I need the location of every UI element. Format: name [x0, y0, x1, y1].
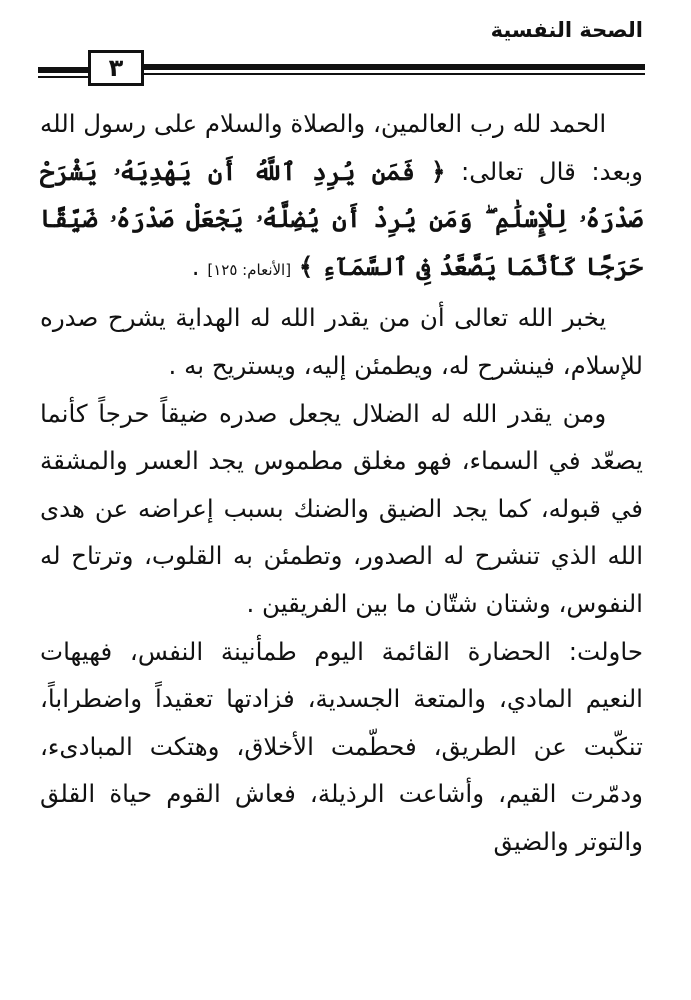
rule-thick-line: [38, 67, 88, 73]
quran-verse: ﴿ فَمَن يُرِدِ ٱللَّهُ أَن يَهْدِيَهُۥ يَشْرَحْ صَدْرَهُۥ لِلْإِسْلَٰمِ ۖ وَمَن يُرِدْ أَن يُضِلَّهُۥ يَجْعَلْ صَدْرَهُۥ ضَيِّقًا حَرَجًا كَأَنَّمَا يَصَّعَّدُ فِى ٱلسَّمَآءِ ﴾: [40, 156, 643, 281]
paragraph-2: يخبر الله تعالى أن من يقدر الله له الهداية يشرح صدره للإسلام، فينشرح له، ويطمئن إليه، ويستريح به .: [40, 303, 643, 380]
header-rule-left: [38, 67, 88, 78]
page-number: ٣: [88, 50, 144, 86]
rule-thin-line: [144, 73, 645, 75]
paragraph-1: [40, 100, 643, 294]
paragraph-3: ومن يقدر الله له الضلال يجعل صدره ضيقاً حرجاً كأنما يصعّد في السماء، فهو مغلق مطموس يجد العسر والمشقة في قبوله، كما يجد الضيق والضنك بسبب إعراضه عن هدى الله الذي تنشرح له الصدور، وتطمئن به القلوب، وترتاح له النفوس، وشتان شتّان ما بين الفريقين .: [40, 398, 643, 618]
paragraph-1-intro: الحمد لله رب العالمين، والصلاة والسلام على رسول الله وبعد: قال تعالى:: [40, 109, 643, 186]
paragraph-4: حاولت: الحضارة القائمة اليوم طمأنينة النفس، فهيهات النعيم المادي، والمتعة الجسدية، فزادتها تعقيداً واضطراباً، تنكّبت عن الطريق، فحطّمت الأخلاق، وهتكت المبادىء، ودمّرت القيم، وأشاعت الرذيلة، فعاش القوم حياة القلق والتوتر والضيق: [40, 636, 643, 856]
page-header: [0, 0, 691, 90]
paragraph-1-end: .: [191, 251, 208, 281]
running-title: الصحة النفسية: [490, 18, 643, 42]
body-text: [40, 100, 643, 866]
rule-thin-line: [38, 76, 88, 78]
verse-reference: [الأنعام: ١٢٥]: [207, 260, 292, 279]
header-rule-right: [144, 64, 645, 75]
rule-thick-line: [144, 64, 645, 70]
